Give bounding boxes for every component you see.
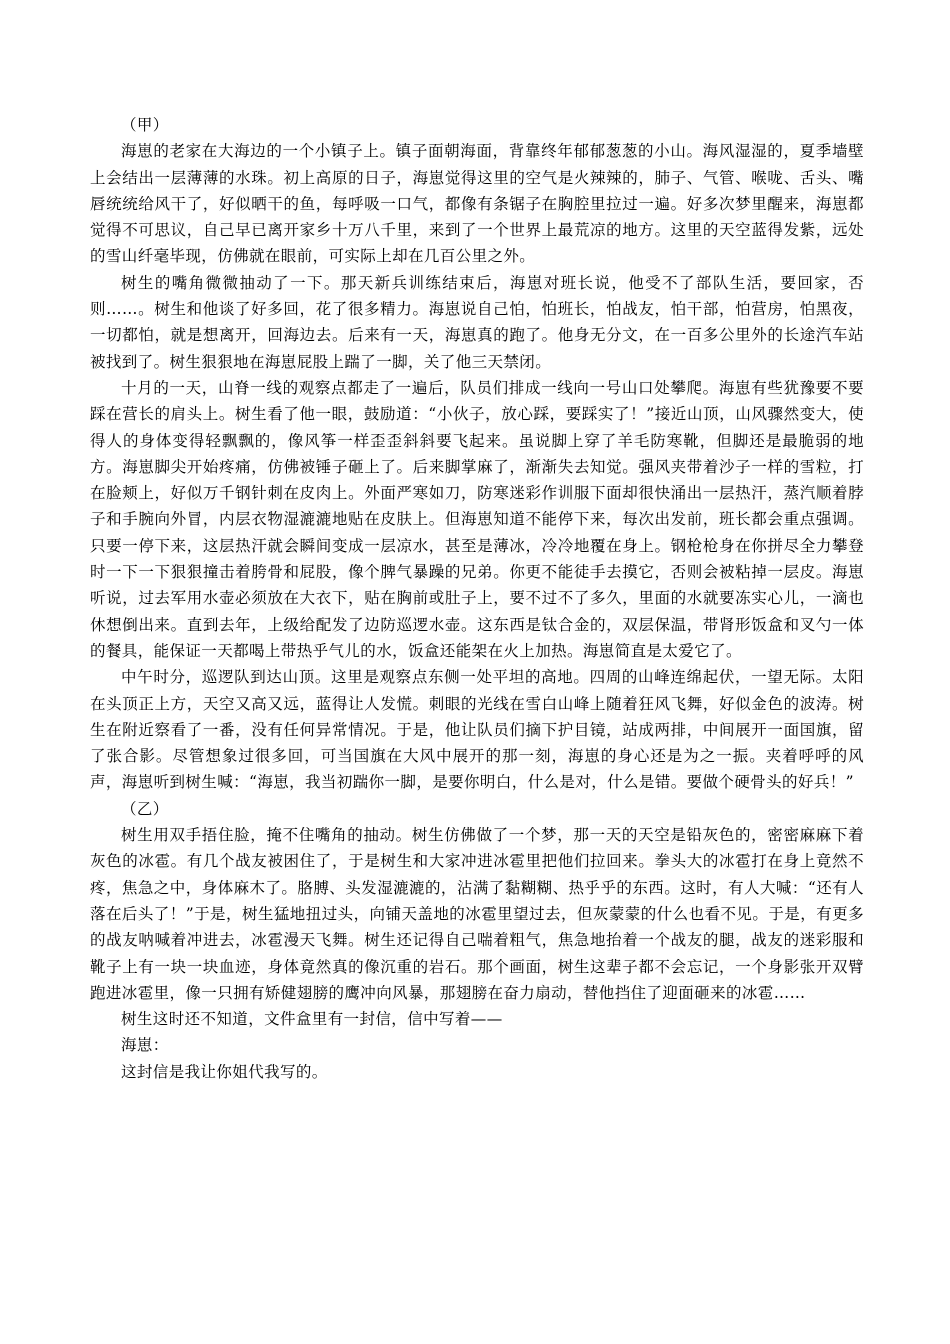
paragraph-a-3: 十月的一天，山脊一线的观察点都走了一遍后，队员们排成一线向一号山口处攀爬。海崽有些犹豫要不要踩在营长的肩头上。树生看了他一眼，鼓励道：“小伙子，放心踩，要踩实了！”接近山顶，山风骤然变大，使得人的身体变得轻飘飘的，像风筝一样歪歪斜斜要飞起来。虽说脚上穿了羊毛防寒靴，但脚还是最脆弱的地方。海崽脚尖开始疼痛，仿佛被锤子砸上了。后来脚掌麻了，渐渐失去知觉。强风夹带着沙子一样的雪粒，打在脸颊上，好似万千钢针刺在皮肉上。外面严寒如刀，防寒迷彩作训服下面却很快涌出一层热汗，蒸汽顺着脖子和手腕向外冒，内层衣物湿漉漉地贴在皮肤上。但海崽知道不能停下来，每次出发前，班长都会重点强调。只要一停下来，这层热汗就会瞬间变成一层凉水，甚至是薄冰，冷冷地覆在身上。钢枪枪身在你拼尽全力攀登时一下一下狠狠撞击着胯骨和屁股，像个脾气暴躁的兄弟。你更不能徒手去摸它，否则会被粘掉一层皮。海崽听说，过去军用水壶必须放在大衣下，贴在胸前或肚子上，要不过不了多久，里面的水就要冻实心儿，一滴也休想倒出来。直到去年，上级给配发了边防巡逻水壶。这东西是钛合金的，双层保温，带肾形饭盒和叉勺一体的餐具，能保证一天都喝上带热乎气儿的水，饭盒还能架在火上加热。海崽简直是太爱它了。	[90, 378, 864, 660]
section-a-label: （甲）	[121, 116, 169, 134]
paragraph-a-2: 树生的嘴角微微抽动了一下。那天新兵训练结束后，海崽对班长说，他受不了部队生活，要回家，否则……。树生和他谈了好多回，花了很多精力。海崽说自己怕，怕班长，怕战友，怕干部，怕营房，怕黑夜，一切都怕，就是想离开，回海边去。后来有一天，海崽真的跑了。他身无分文，在一百多公里外的长途汽车站被找到了。树生狠狠地在海崽屁股上踹了一脚，关了他三天禁闭。	[90, 273, 864, 371]
paragraph-a-4: 中午时分，巡逻队到达山顶。这里是观察点东侧一处平坦的高地。四周的山峰连绵起伏，一望无际。太阳在头顶正上方，天空又高又远，蓝得让人发慌。刺眼的光线在雪白山峰上随着狂风飞舞，好似金色的波涛。树生在附近察看了一番，没有任何异常情况。于是，他让队员们摘下护目镜，站成两排，中间展开一面国旗，留了张合影。尽管想象过很多回，可当国旗在大风中展开的那一刻，海崽的身心还是为之一振。夹着呼呼的风声，海崽听到树生喊：“海崽，我当初踹你一脚，是要你明白，什么是对，什么是错。要做个硬骨头的好兵！”	[90, 668, 864, 792]
section-b-label: （乙）	[121, 799, 169, 818]
paragraph-b-2: 树生这时还不知道，文件盒里有一封信，信中写着——	[121, 1010, 503, 1029]
letter-first-line: 这封信是我让你姐代我写的。	[121, 1062, 328, 1081]
paragraph-b-1: 树生用双手捂住脸，掩不住嘴角的抽动。树生仿佛做了一个梦，那一天的天空是铅灰色的，密密麻麻下着灰色的冰雹。有几个战友被困住了，于是树生和大家冲进冰雹里把他们拉回来。拳头大的冰雹打在身上竟然不疼，焦急之中，身体麻木了。胳膊、头发湿漉漉的，沾满了黏糊糊、热乎乎的东西。这时，有人大喊：“还有人落在后头了！”于是，树生猛地扭过头，向铺天盖地的冰雹里望过去，但灰蒙蒙的什么也看不见。于是，有更多的战友呐喊着冲进去，冰雹漫天飞舞。树生还记得自己喘着粗气，焦急地抬着一个战友的腿，战友的迷彩服和靴子上有一块一块血迹，身体竟然真的像沉重的岩石。那个画面，树生这辈子都不会忘记，一个身影张开双臂跑进冰雹里，像一只拥有矫健翅膀的鹰冲向风暴，那翅膀在奋力扇动，替他挡住了迎面砸来的冰雹……	[90, 826, 864, 1002]
document-body	[90, 112, 864, 1085]
paragraph-a-1: 海崽的老家在大海边的一个小镇子上。镇子面朝海面，背靠终年郁郁葱葱的小山。海风湿湿的，夏季墙壁上会结出一层薄薄的水珠。初上高原的日子，海崽觉得这里的空气是火辣辣的，肺子、气管、喉咙、舌头、嘴唇统统给风干了，好似晒干的鱼，每呼吸一口气，都像有条锯子在胸腔里拉过一遍。好多次梦里醒来，海崽都觉得不可思议，自己早已离开家乡十万八千里，来到了一个世界上最荒凉的地方。这里的天空蓝得发紫，远处的雪山纤毫毕现，仿佛就在眼前，可实际上却在几百公里之外。	[90, 142, 864, 266]
letter-salutation: 海崽：	[121, 1036, 169, 1055]
